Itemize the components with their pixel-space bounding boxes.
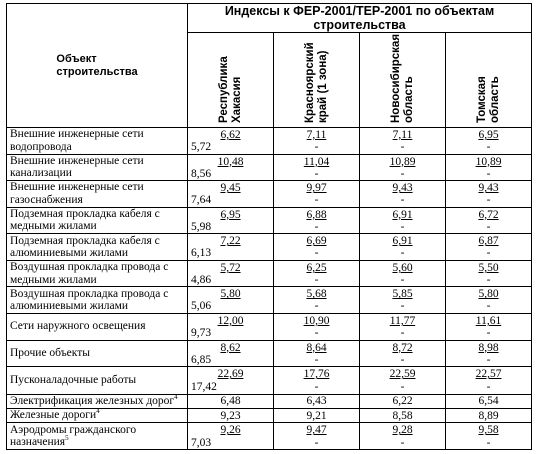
index-value: 9,43 xyxy=(478,182,499,195)
index-subvalue: 8,56 xyxy=(191,167,212,180)
footnote-mark: 4 xyxy=(174,393,178,402)
index-cell xyxy=(188,340,274,367)
index-subvalue: - xyxy=(400,436,405,449)
index-subvalue: 5,06 xyxy=(191,300,212,313)
index-value: 6,48 xyxy=(220,395,241,408)
index-subvalue: - xyxy=(400,273,405,286)
index-cell xyxy=(274,340,360,367)
index-value: 5,85 xyxy=(392,288,413,301)
index-cell xyxy=(188,367,274,395)
index-value: 9,23 xyxy=(220,409,241,422)
index-value: 9,43 xyxy=(392,182,413,195)
object-column-header: Объект строительства xyxy=(7,4,188,128)
index-value: 8,98 xyxy=(478,341,499,354)
index-cell xyxy=(274,234,360,261)
row-object-name: Внешние инженерные сети газоснабжения xyxy=(7,181,188,208)
index-value: 6,72 xyxy=(478,208,499,221)
index-cell xyxy=(360,154,446,181)
index-cell xyxy=(188,313,274,340)
index-subvalue: - xyxy=(400,167,405,180)
index-subvalue: - xyxy=(400,327,405,339)
index-cell xyxy=(274,394,360,408)
index-subvalue: - xyxy=(314,300,319,313)
index-cell xyxy=(446,128,532,155)
table-row xyxy=(7,367,532,395)
index-subvalue: - xyxy=(486,273,491,286)
index-value: 6,54 xyxy=(478,395,499,408)
table-row xyxy=(7,423,532,450)
index-value: 5,80 xyxy=(220,288,241,301)
index-value: 7,22 xyxy=(220,235,241,248)
index-value: 8,89 xyxy=(478,409,499,422)
index-value: 5,72 xyxy=(220,261,241,274)
index-cell xyxy=(274,154,360,181)
index-subvalue: - xyxy=(314,247,319,260)
index-cell xyxy=(360,181,446,208)
index-value: 10,90 xyxy=(303,314,330,327)
index-subvalue: - xyxy=(486,436,491,449)
index-cell xyxy=(446,313,532,340)
row-object-name: Пусконаладочные работы xyxy=(7,367,188,395)
index-cell xyxy=(360,260,446,287)
index-cell xyxy=(360,423,446,450)
index-cell xyxy=(188,207,274,234)
index-value: 10,89 xyxy=(389,155,416,168)
index-subvalue: - xyxy=(400,353,405,366)
index-cell xyxy=(446,408,532,422)
index-value: 6,95 xyxy=(478,129,499,141)
index-subvalue: - xyxy=(486,300,491,313)
index-cell xyxy=(188,181,274,208)
index-value: 11,61 xyxy=(475,314,502,327)
table-row xyxy=(7,234,532,261)
row-object-name: Внешние инженерные сети водопровода xyxy=(7,128,188,155)
index-cell xyxy=(274,423,360,450)
index-value: 9,97 xyxy=(306,182,327,195)
region-header-krasnoyarsk: Красноярский край (1 зона) xyxy=(274,33,360,128)
footnote-mark: 5 xyxy=(65,434,69,443)
row-object-name: Подземная прокладка кабеля с медными жилами xyxy=(7,207,188,234)
index-value: 6,22 xyxy=(392,395,413,408)
index-cell xyxy=(360,287,446,314)
index-cell xyxy=(360,128,446,155)
index-value: 6,95 xyxy=(220,208,241,221)
index-cell xyxy=(188,260,274,287)
index-value: 9,26 xyxy=(220,424,241,437)
index-cell xyxy=(274,207,360,234)
index-subvalue: 7,03 xyxy=(191,436,212,449)
index-subvalue: 9,73 xyxy=(191,327,212,339)
index-cell xyxy=(274,260,360,287)
row-object-name: Воздушная прокладка провода с алюминиевыми жилами xyxy=(7,287,188,314)
index-value: 6,43 xyxy=(306,395,327,408)
row-object-name: Воздушная прокладка провода с медными жилами xyxy=(7,260,188,287)
index-cell xyxy=(446,340,532,367)
index-subvalue: - xyxy=(314,327,319,339)
index-value: 22,57 xyxy=(475,368,502,381)
table-row xyxy=(7,181,532,208)
index-value: 9,28 xyxy=(392,424,413,437)
index-value: 8,62 xyxy=(220,341,241,354)
table-row xyxy=(7,408,532,422)
index-value: 5,50 xyxy=(478,261,499,274)
index-subvalue: - xyxy=(486,194,491,207)
index-value: 7,11 xyxy=(306,129,327,141)
index-cell xyxy=(188,408,274,422)
index-subvalue: - xyxy=(486,167,491,180)
table-row xyxy=(7,128,532,155)
row-object-name: Электрификация железных дорог$^4$ xyxy=(7,394,188,408)
index-cell xyxy=(360,394,446,408)
table-title: Индексы к ФЕР-2001/ТЕР-2001 по объектам строительства xyxy=(188,4,532,33)
index-cell xyxy=(274,287,360,314)
index-subvalue: 4,86 xyxy=(191,273,212,286)
index-value: 9,58 xyxy=(478,424,499,437)
index-value: 6,69 xyxy=(306,235,327,248)
index-value: 8,64 xyxy=(306,341,327,354)
index-cell xyxy=(360,207,446,234)
table-row xyxy=(7,340,532,367)
index-cell xyxy=(446,234,532,261)
index-subvalue: - xyxy=(400,381,405,394)
table-row xyxy=(7,260,532,287)
index-cell xyxy=(360,367,446,395)
index-subvalue: - xyxy=(314,167,319,180)
index-cell xyxy=(446,207,532,234)
index-value: 11,77 xyxy=(389,314,416,327)
index-value: 6,25 xyxy=(306,261,327,274)
index-subvalue: - xyxy=(486,247,491,260)
index-cell xyxy=(274,408,360,422)
region-header-novosibirsk: Новосибирская область xyxy=(360,33,446,128)
index-value: 8,58 xyxy=(392,409,413,422)
index-subvalue: - xyxy=(314,220,319,233)
index-cell xyxy=(274,313,360,340)
index-subvalue: - xyxy=(314,381,319,394)
row-object-name: Внешние инженерные сети канализации xyxy=(7,154,188,181)
index-value: 10,48 xyxy=(217,155,244,168)
index-cell xyxy=(274,181,360,208)
index-cell xyxy=(446,154,532,181)
index-value: 5,80 xyxy=(478,288,499,301)
table-row xyxy=(7,394,532,408)
index-subvalue: - xyxy=(314,436,319,449)
index-value: 6,87 xyxy=(478,235,499,248)
index-subvalue: - xyxy=(486,381,491,394)
index-cell xyxy=(188,128,274,155)
region-header-khakassia: Республика Хакасия xyxy=(188,33,274,128)
index-cell xyxy=(360,408,446,422)
index-subvalue: - xyxy=(486,220,491,233)
index-cell xyxy=(274,128,360,155)
index-subvalue: - xyxy=(486,353,491,366)
index-subvalue: - xyxy=(314,141,319,154)
index-table xyxy=(6,3,532,450)
row-object-name: Сети наружного освещения xyxy=(7,313,188,340)
index-cell xyxy=(360,340,446,367)
index-cell xyxy=(188,234,274,261)
index-value: 7,11 xyxy=(392,129,413,141)
index-value: 9,45 xyxy=(220,182,241,195)
index-value: 22,69 xyxy=(217,368,244,381)
table-row xyxy=(7,313,532,340)
index-subvalue: 17,42 xyxy=(191,381,217,394)
index-cell xyxy=(446,423,532,450)
index-value: 9,21 xyxy=(306,409,327,422)
region-header-tomsk: Томская область xyxy=(446,33,532,128)
row-object-name: Аэродромы гражданского назначения$^5$ xyxy=(7,423,188,450)
index-value: 17,76 xyxy=(303,368,330,381)
index-subvalue: - xyxy=(314,273,319,286)
index-subvalue: - xyxy=(400,194,405,207)
index-cell xyxy=(188,287,274,314)
row-object-name: Железные дороги$^4$ xyxy=(7,408,188,422)
index-subvalue: 7,64 xyxy=(191,194,212,207)
index-value: 6,91 xyxy=(392,208,413,221)
index-value: 22,59 xyxy=(389,368,416,381)
index-value: 10,89 xyxy=(475,155,502,168)
index-value: 8,72 xyxy=(392,341,413,354)
index-value: 11,04 xyxy=(303,155,330,168)
index-value: 5,60 xyxy=(392,261,413,274)
index-subvalue: 6,13 xyxy=(191,247,212,260)
index-subvalue: - xyxy=(314,353,319,366)
index-cell xyxy=(446,287,532,314)
footnote-mark: 4 xyxy=(96,407,100,416)
table-row xyxy=(7,287,532,314)
index-subvalue: 5,98 xyxy=(191,220,212,233)
index-value: 5,68 xyxy=(306,288,327,301)
index-subvalue: 5,72 xyxy=(191,141,212,154)
index-subvalue: - xyxy=(314,194,319,207)
row-object-name: Прочие объекты xyxy=(7,340,188,367)
index-value: 12,00 xyxy=(217,314,244,327)
index-cell xyxy=(188,394,274,408)
row-object-name: Подземная прокладка кабеля с алюминиевыми жилами xyxy=(7,234,188,261)
index-cell xyxy=(188,154,274,181)
index-cell xyxy=(446,181,532,208)
index-value: 6,88 xyxy=(306,208,327,221)
table-row xyxy=(7,207,532,234)
index-cell xyxy=(274,367,360,395)
index-subvalue: 6,85 xyxy=(191,353,212,366)
table-row xyxy=(7,154,532,181)
index-subvalue: - xyxy=(400,141,405,154)
index-value: 9,47 xyxy=(306,424,327,437)
index-cell xyxy=(188,423,274,450)
index-value: 6,91 xyxy=(392,235,413,248)
index-value: 6,62 xyxy=(220,129,241,141)
index-cell xyxy=(360,234,446,261)
index-cell xyxy=(360,313,446,340)
index-subvalue: - xyxy=(486,327,491,339)
index-subvalue: - xyxy=(400,300,405,313)
index-cell xyxy=(446,367,532,395)
table-body xyxy=(7,128,532,450)
index-subvalue: - xyxy=(486,141,491,154)
index-cell xyxy=(446,260,532,287)
index-cell xyxy=(446,394,532,408)
index-subvalue: - xyxy=(400,247,405,260)
index-subvalue: - xyxy=(400,220,405,233)
